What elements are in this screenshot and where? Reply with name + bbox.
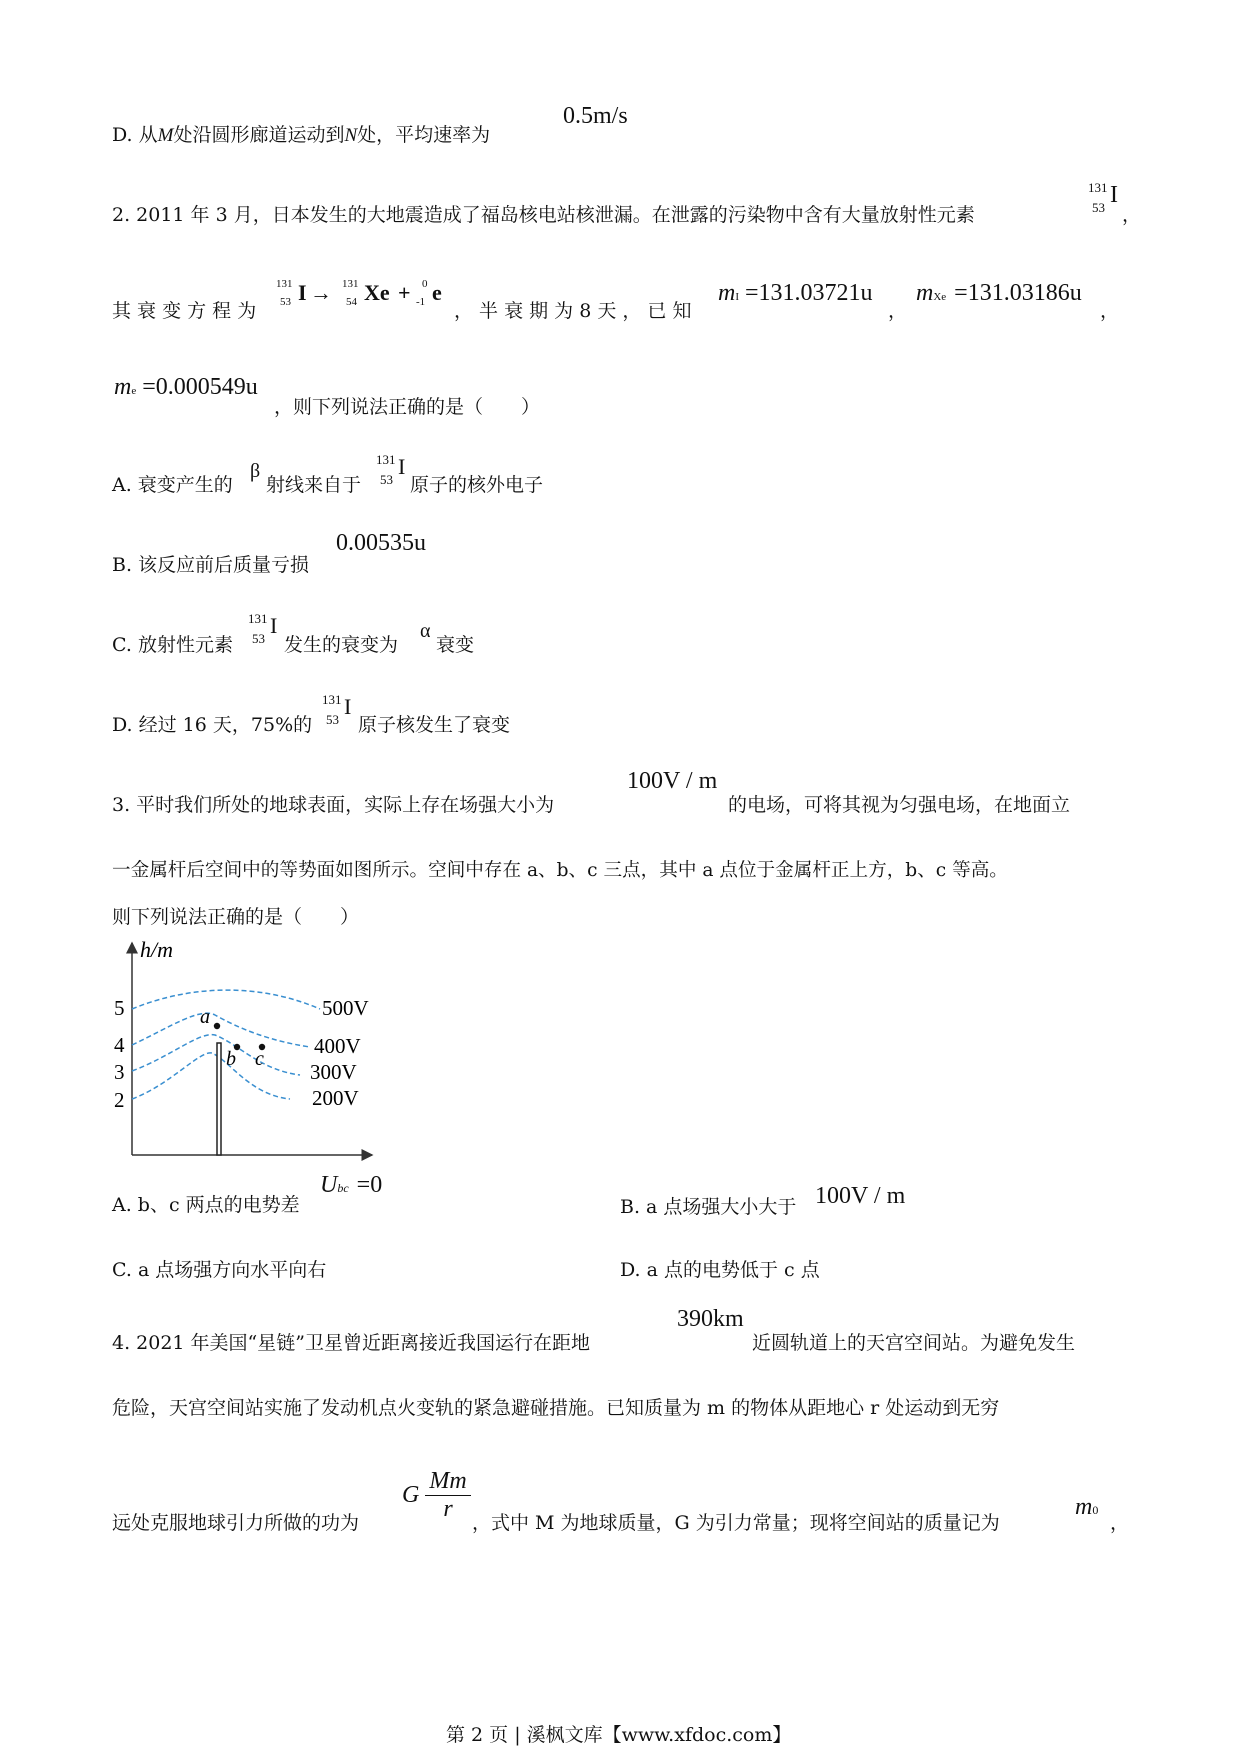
iodine-mass: 131	[1088, 180, 1108, 195]
q3-line3: 则下列说法正确的是（ ）	[112, 906, 360, 928]
q2-opta-beta: β	[250, 460, 261, 482]
q2-optc-prefix: C. 放射性元素	[112, 634, 233, 656]
iodine-charge: 53	[1092, 200, 1105, 215]
y-axis-label: h/m	[140, 937, 173, 962]
q3-field: 100V / m	[627, 768, 718, 794]
metal-rod	[217, 1043, 221, 1155]
label-200v: 200V	[312, 1086, 359, 1110]
q2-optd-tail: 原子核发生了衰变	[358, 714, 511, 736]
label-300v: 300V	[310, 1060, 357, 1084]
optd-i-charge: 53	[326, 712, 339, 727]
q4-line3-tail: ，	[1110, 1512, 1130, 1534]
q3-optb-prefix: B. a 点场强大小大于	[620, 1196, 797, 1218]
q4-m0	[1075, 1494, 1098, 1521]
q2-optc-iodine	[248, 611, 280, 651]
q3-opta-u	[320, 1172, 382, 1199]
q2-line1	[112, 200, 975, 227]
q2-optd-iodine	[322, 692, 354, 732]
q2-optb-value: 0.00535u	[336, 530, 426, 556]
mxe-sub: Xe	[933, 291, 947, 303]
q2-line1-text: 2. 2011 年 3 月，日本发生的大地震造成了福岛核电站核泄漏。在泄露的污染物中含有大量放射性元素	[112, 204, 975, 226]
q4-formula	[402, 1468, 471, 1523]
q2-optb-prefix: B. 该反应前后质量亏损	[112, 554, 310, 576]
eq-arrow: →	[310, 280, 332, 305]
iodine-symbol: I	[1110, 182, 1118, 208]
label-400v: 400V	[314, 1034, 361, 1058]
page-footer: 第 2 页 | 溪枫文库【www.xfdoc.com】	[446, 1724, 792, 1746]
q1-optd-value: 0.5m/s	[563, 103, 628, 129]
q2-me	[114, 374, 258, 401]
q1-optd-n: N	[344, 125, 358, 146]
eq-xe-symbol: Xe	[364, 280, 390, 305]
q3-opta-prefix: A. b、c 两点的电势差	[112, 1194, 300, 1216]
q2-line2-prefix: 其 衰 变 方 程 为	[112, 300, 257, 322]
optd-i-mass: 131	[322, 692, 342, 707]
u-val: =0	[356, 1172, 383, 1198]
q3-line2: 一金属杆后空间中的等势面如图所示。空间中存在 a、b、c 三点，其中 a 点位于金属杆正上方，b、c 等高。	[112, 860, 1008, 881]
m1-sub: I	[735, 291, 740, 303]
eq-e-symbol: e	[432, 280, 442, 305]
equipotential-diagram	[100, 935, 390, 1165]
u-sym: U	[320, 1172, 338, 1198]
optd-i-symbol: I	[344, 694, 352, 719]
mxe-sym: m	[916, 280, 934, 306]
q2-comma-2: ，	[1100, 300, 1120, 322]
q3-line1-prefix: 3. 平时我们所处的地球表面，实际上存在场强大小为	[112, 794, 555, 816]
q2-opta-prefix: A. 衰变产生的	[112, 474, 233, 496]
y-tick-3: 3	[114, 1060, 125, 1084]
q1-optd-mid: 处沿圆形廊道运动到	[173, 124, 345, 146]
q4-line1-prefix: 4. 2021 年美国“星链”卫星曾近距离接近我国运行在距地	[112, 1332, 590, 1354]
label-500v: 500V	[322, 996, 369, 1020]
point-a	[214, 1023, 220, 1029]
curve-400v	[132, 1013, 310, 1047]
point-b-label: b	[226, 1048, 236, 1070]
point-a-label: a	[200, 1006, 210, 1028]
q2-opta-iodine	[376, 452, 408, 492]
q4-line3-mid: ，式中 M 为地球质量，G 为引力常量；现将空间站的质量记为	[472, 1512, 1000, 1534]
q2-line3-tail: ，则下列说法正确的是（ ）	[274, 396, 541, 418]
opta-i-charge: 53	[380, 472, 393, 487]
q2-m1	[718, 280, 873, 307]
g-sym: G	[402, 1482, 420, 1508]
q3-line1-tail: 的电场，可将其视为匀强电场，在地面立	[728, 794, 1071, 816]
q2-option-a	[112, 470, 233, 497]
m0-sym: m	[1075, 1494, 1093, 1520]
q2-optc-mid: 发生的衰变为	[284, 634, 399, 656]
q3-optb-val: 100V / m	[815, 1183, 906, 1209]
q3-optd: D. a 点的电势低于 c 点	[620, 1259, 820, 1281]
q2-optc-alpha: α	[420, 620, 431, 642]
u-sub: bc	[337, 1181, 349, 1195]
q4-line3-prefix: 远处克服地球引力所做的功为	[112, 1512, 360, 1534]
eq-plus: +	[398, 280, 411, 305]
q4-line2: 危险，天宫空间站实施了发动机点火变轨的紧急避碰措施。已知质量为 m 的物体从距地心 r 处运动到无穷	[112, 1397, 1000, 1419]
eq-xe-charge: 54	[346, 296, 357, 308]
me-sub: e	[131, 385, 137, 397]
optc-i-mass: 131	[248, 611, 268, 626]
q2-iodine-1	[1088, 180, 1124, 220]
eq-e-charge: -1	[416, 296, 426, 308]
y-tick-4: 4	[114, 1033, 125, 1057]
q1-optd-prefix: D. 从	[112, 124, 158, 146]
q2-opta-tail: 原子的核外电子	[410, 474, 544, 496]
optc-i-symbol: I	[270, 613, 278, 638]
q2-line2-mid: ， 半 衰 期 为 8 天 ， 已 知	[454, 300, 692, 322]
me-val: =0.000549u	[142, 374, 258, 400]
eq-xe-mass: 131	[342, 278, 359, 290]
point-c-label: c	[255, 1048, 264, 1070]
q1-optd-mid2: 处，平均速率为	[357, 124, 491, 146]
q2-mxe	[916, 280, 1082, 307]
eq-e-mass: 0	[422, 278, 428, 290]
frac-num: Mm	[425, 1468, 470, 1496]
q1-optd-m: M	[157, 125, 174, 146]
eq-i-charge: 53	[280, 296, 291, 308]
q2-optc-tail: 衰变	[436, 634, 475, 656]
frac-den: r	[443, 1496, 453, 1522]
m0-sub: 0	[1092, 1503, 1099, 1517]
q2-optd-prefix: D. 经过 16 天，75%的	[112, 714, 313, 736]
eq-i-symbol: I	[298, 280, 307, 305]
m1-val: =131.03721u	[745, 280, 873, 306]
mxe-val: =131.03186u	[954, 280, 1082, 306]
optc-i-charge: 53	[252, 631, 265, 646]
q2-comma-1: ，	[888, 300, 908, 322]
curve-500v	[132, 990, 320, 1009]
q4-line1-tail: 近圆轨道上的天宫空间站。为避免发生	[752, 1332, 1076, 1354]
q2-equation	[270, 278, 460, 318]
q3-optc: C. a 点场强方向水平向右	[112, 1259, 327, 1281]
opta-i-symbol: I	[398, 454, 406, 479]
q4-distance: 390km	[677, 1306, 744, 1332]
y-tick-2: 2	[114, 1088, 125, 1112]
q2-line1-end: ，	[1122, 204, 1142, 226]
opta-i-mass: 131	[376, 452, 396, 467]
me-sym: m	[114, 374, 132, 400]
fraction	[425, 1468, 470, 1523]
y-tick-5: 5	[114, 996, 125, 1020]
q2-opta-mid: 射线来自于	[266, 474, 362, 496]
m1-sym: m	[718, 280, 736, 306]
q1-option-d	[112, 120, 490, 147]
eq-i-mass: 131	[276, 278, 293, 290]
